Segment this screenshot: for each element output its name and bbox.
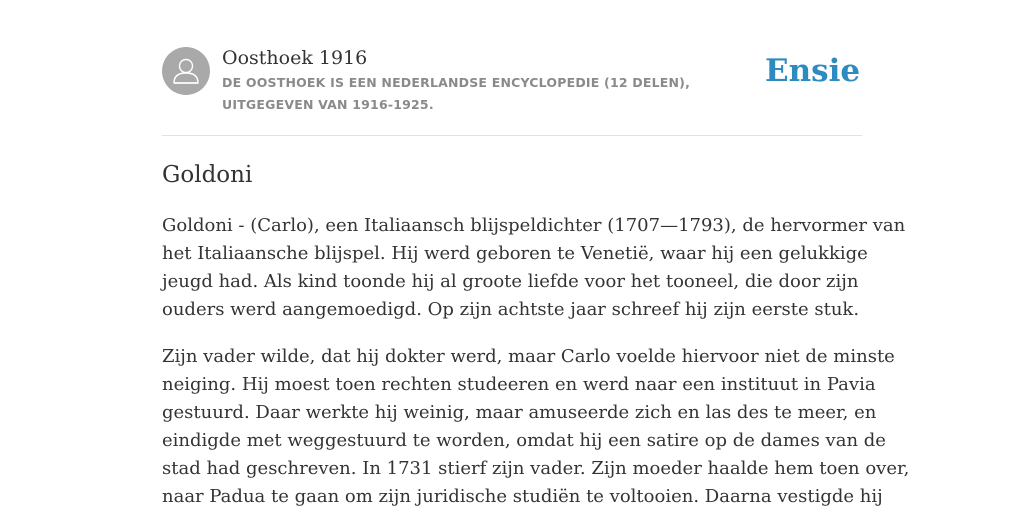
paragraph-line: neiging. Hij moest toen rechten studeeren en werd naar een instituut in Pavia (162, 374, 876, 395)
ensie-logo-link[interactable]: Ensie (765, 53, 861, 89)
article-title: Goldoni (162, 162, 253, 188)
paragraph-line: jeugd had. Als kind toonde hij al groote liefde voor het tooneel, die door zijn (162, 271, 859, 292)
paragraph-line: gestuurd. Daar werkte hij weinig, maar amuseerde zich en las des te meer, en (162, 402, 877, 423)
header-divider (162, 135, 862, 136)
paragraph-line: eindigde met weggestuurd te worden, omdat hij een satire op de dames van de (162, 430, 886, 451)
article-body (162, 212, 910, 512)
user-icon (162, 47, 210, 95)
article-paragraph (162, 212, 906, 324)
paragraph-line: ouders werd aangemoedigd. Op zijn achtste jaar schreef hij zijn eerste stuk. (162, 299, 860, 320)
source-avatar[interactable] (162, 47, 210, 95)
source-description: DE OOSTHOEK IS EEN NEDERLANDSE ENCYCLOPEDIE (12 DELEN), UITGEGEVEN VAN 1916-1925. (222, 75, 691, 112)
paragraph-line: Zijn vader wilde, dat hij dokter werd, maar Carlo voelde hiervoor niet de minste (162, 346, 895, 367)
paragraph-line: stad had geschreven. In 1731 stierf zijn vader. Zijn moeder haalde hem toen over, (162, 458, 910, 479)
paragraph-line: naar Padua te gaan om zijn juridische studiën te voltooien. Daarna vestigde hij (162, 486, 883, 507)
source-title[interactable]: Oosthoek 1916 (222, 47, 368, 69)
paragraph-line: Goldoni - (Carlo), een Italiaansch blijspeldichter (1707—1793), de hervormer van (162, 215, 906, 236)
paragraph-line: het Italiaansche blijspel. Hij werd geboren te Venetië, waar hij een gelukkige (162, 243, 868, 264)
article-paragraph (162, 343, 910, 511)
source-header (162, 46, 862, 116)
